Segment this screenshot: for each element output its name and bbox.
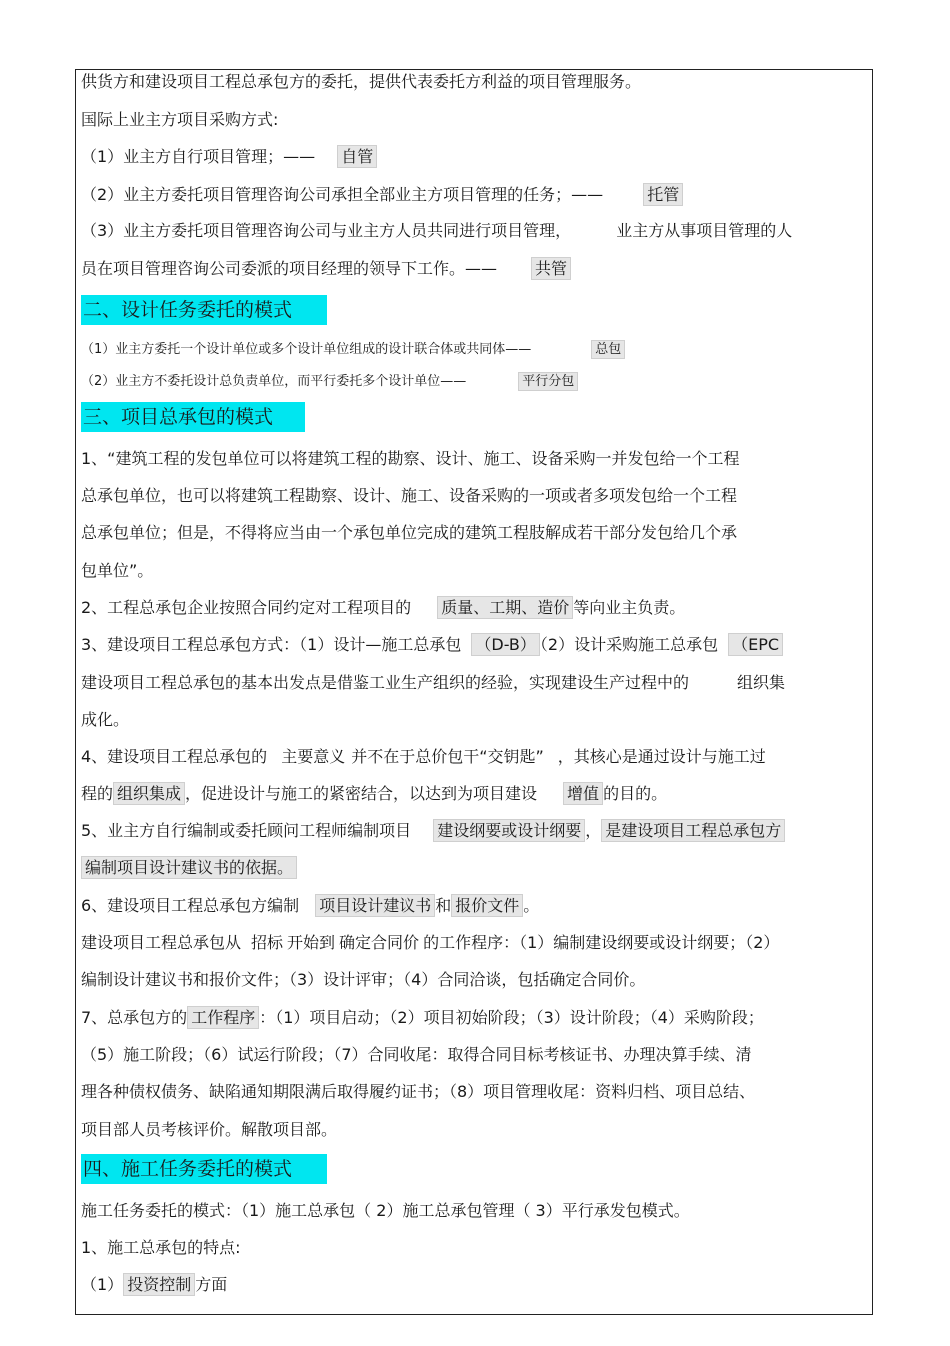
line: 编制设计建议书和报价文件；（3）设计评审；（4）合同洽谈，包括确定合同价。 [81,970,646,989]
line: 6、建设项目工程总承包方编制 项目设计建议书 和 报价文件 。 [81,896,540,915]
line: 项目部人员考核评价。解散项目部。 [81,1120,338,1139]
highlight-term: 总包 [591,340,625,359]
section-heading: 四、施工任务委托的模式 [81,1154,327,1184]
line: 程的 组织集成 ，促进设计与施工的紧密结合，以达到为项目建设 增值 的目的。 [81,784,668,803]
line: 2、工程总承包企业按照合同约定对工程项目的 质量、工期、造价 等向业主负责。 [81,598,686,617]
line: 1、“建筑工程的发包单位可以将建筑工程的勘察、设计、施工、设备采购一并发包给一个工程 [81,449,740,468]
highlight-term: 增值 [563,782,603,805]
highlight-term: 报价文件 [451,894,523,917]
highlight-term: 组织集成 [113,782,185,805]
line: （1）业主方委托一个设计单位或多个设计单位组成的设计联合体或共同体—— 总包 [81,339,625,361]
section-heading: 三、项目总承包的模式 [81,402,305,432]
line: 7、总承包方的 工作程序 ：（1）项目启动；（2）项目初始阶段；（3）设计阶段；（4）采购阶段； [81,1008,764,1027]
line: （5）施工阶段；（6）试运行阶段；（7）合同收尾：取得合同目标考核证书、办理决算手续、清 [81,1045,752,1064]
highlight-term: （EPC [728,633,783,656]
highlight-term: 是建设项目工程总承包方 [601,819,785,842]
line: （1）业主方自行项目管理；—— 自管 [81,146,377,168]
highlight-term: 建设纲要或设计纲要 [433,819,585,842]
highlight-term: 质量、工期、造价 [437,596,573,619]
line: 包单位”。 [81,561,154,580]
line: 员在项目管理咨询公司委派的项目经理的领导下工作。—— 共管 [81,258,571,280]
line [81,857,297,879]
highlight-term: 编制项目设计建议书的依据。 [81,856,297,879]
line: 建设项目工程总承包的基本出发点是借鉴工业生产组织的经验，实现建设生产过程中的 组织集 [81,673,786,692]
line: 总承包单位，也可以将建筑工程勘察、设计、施工、设备采购的一项或者多项发包给一个工程 [81,486,738,505]
line: （2）业主方委托项目管理咨询公司承担全部业主方项目管理的任务；—— 托管 [81,184,683,206]
highlight-term: 工作程序 [187,1006,259,1029]
line: 总承包单位；但是，不得将应当由一个承包单位完成的建筑工程肢解成若干部分发包给几个承 [81,523,738,542]
highlight-term: 项目设计建议书 [315,894,435,917]
highlight-term: 自管 [337,145,377,168]
highlight-term: 托管 [643,183,683,206]
line: 建设项目工程总承包从 招标 开始到 确定合同价 的工作程序：（1）编制建设纲要或设计纲要；（2） [81,933,780,952]
line: （1） 投资控制 方面 [81,1275,228,1294]
highlight-term: （D-B） [471,633,540,656]
highlight-term: 投资控制 [123,1273,195,1296]
line: 理各种债权债务、缺陷通知期限满后取得履约证书；（8）项目管理收尾：资料归档、项目总结、 [81,1082,756,1101]
line: 1、施工总承包的特点: [81,1238,241,1257]
line: 成化。 [81,710,130,729]
section-heading: 二、设计任务委托的模式 [81,295,327,325]
highlight-term: 平行分包 [518,372,578,391]
line: 供货方和建设项目工程总承包方的委托，提供代表委托方利益的项目管理服务。 [81,72,642,91]
line: 4、建设项目工程总承包的 主要意义 并不在于总价包干“交钥匙” ，其核心是通过设计与施工过 [81,747,766,766]
line: 施工任务委托的模式：（1）施工总承包（ 2）施工总承包管理（ 3）平行承发包模式。 [81,1201,690,1220]
line: 5、业主方自行编制或委托顾问工程师编制项目 建设纲要或设计纲要 ， 是建设项目工程总承包方 [81,820,785,842]
highlight-term: 共管 [531,257,571,280]
line: （3）业主方委托项目管理咨询公司与业主方人员共同进行项目管理， 业主方从事项目管理的人 [81,221,793,240]
line: 3、建设项目工程总承包方式：（1）设计—施工总承包 （D-B） （2）设计采购施工总承包 （EPC [81,634,783,656]
line: （2）业主方不委托设计总负责单位，而平行委托多个设计单位—— 平行分包 [81,371,578,393]
line: 国际上业主方项目采购方式: [81,110,279,129]
